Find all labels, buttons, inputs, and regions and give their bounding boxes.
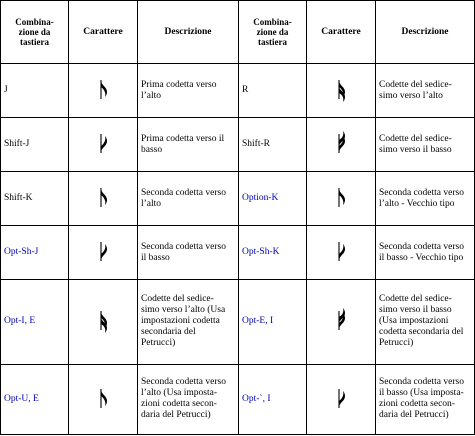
description-line: Seconda codetta verso: [379, 377, 464, 388]
table-row: [1, 364, 475, 434]
description-line: il basso (Usa imposta-: [379, 388, 464, 399]
description-line: (Usa impostazioni: [379, 316, 449, 327]
key-combination: J: [1, 64, 69, 118]
key-combination: Option-K: [239, 172, 307, 226]
description-line: zioni codetta secon-: [141, 399, 217, 410]
header-desc-left: Descrizione: [138, 1, 239, 64]
key-combination: Opt-I, E: [1, 280, 69, 365]
description-line: daria del Petrucci): [379, 410, 449, 421]
table-row: [1, 118, 475, 172]
description: [138, 280, 239, 365]
description: [138, 118, 239, 172]
description-line: Codette del sedice-: [379, 294, 452, 305]
description-line: Prima codetta verso il: [141, 133, 225, 144]
table-row: [1, 172, 475, 226]
description: [376, 118, 475, 172]
description-line: simo verso il basso: [379, 144, 452, 155]
key-combination: Opt-Sh-K: [239, 226, 307, 280]
table-row: [1, 280, 475, 365]
header-desc-right: Descrizione: [376, 1, 475, 64]
header-combo-left: Combina- zione da tastiera: [1, 1, 69, 64]
description-line: l’alto (Usa imposta-: [141, 388, 217, 399]
description-line: codetta secondaria del: [379, 327, 464, 338]
description-line: zioni codetta secon-: [379, 399, 455, 410]
flag-glyph-icon: [307, 280, 376, 365]
description-line: Petrucci): [141, 338, 176, 349]
description: [376, 64, 475, 118]
description-line: Seconda codetta verso: [379, 241, 464, 252]
key-combination: Opt-E, I: [239, 280, 307, 365]
description-line: secondaria del: [141, 327, 196, 338]
description-line: Codette del sedice-: [141, 294, 214, 305]
flag-glyph-icon: [307, 118, 376, 172]
description-line: Codette del sedice-: [379, 133, 452, 144]
flag-glyph-icon: [307, 64, 376, 118]
description-line: impostazioni codetta: [141, 316, 220, 327]
flag-glyph-icon: [69, 226, 138, 280]
description-line: simo verso l’alto: [379, 90, 443, 101]
description-line: l’alto: [141, 198, 162, 209]
flag-glyph-icon: [69, 364, 138, 434]
description-line: l’alto: [141, 90, 162, 101]
description: [138, 226, 239, 280]
key-combination: Opt-`, I: [239, 364, 307, 434]
key-combination: Opt-Sh-J: [1, 226, 69, 280]
header-char-right: Carattere: [307, 1, 376, 64]
key-combination: Shift-R: [239, 118, 307, 172]
description: [376, 364, 475, 434]
key-combination: Opt-U, E: [1, 364, 69, 434]
description-line: Petrucci): [379, 338, 414, 349]
table-row: [1, 226, 475, 280]
description-line: l’alto - Vecchio tipo: [379, 198, 455, 209]
description: [138, 172, 239, 226]
description-line: Seconda codetta verso: [141, 377, 226, 388]
description-line: Prima codetta verso: [141, 79, 217, 90]
description-line: Codette del sedice-: [379, 79, 452, 90]
flag-glyph-icon: [69, 64, 138, 118]
key-combination: Shift-K: [1, 172, 69, 226]
key-combination: R: [239, 64, 307, 118]
flag-glyph-icon: [69, 118, 138, 172]
description-line: Seconda codetta verso: [141, 187, 226, 198]
description-line: basso: [141, 144, 163, 155]
description: [138, 64, 239, 118]
header-combo-right: Combina- zione da tastiera: [239, 1, 307, 64]
description-line: simo verso l’alto (Usa: [141, 305, 226, 316]
flag-glyph-icon: [69, 280, 138, 365]
flag-glyph-icon: [307, 226, 376, 280]
description-line: Seconda codetta verso: [379, 187, 464, 198]
description: [376, 280, 475, 365]
description-line: simo verso il basso: [379, 305, 452, 316]
header-row: [1, 1, 475, 64]
description: [376, 226, 475, 280]
key-combination: Shift-J: [1, 118, 69, 172]
description-line: Seconda codetta verso: [141, 241, 226, 252]
flag-glyph-icon: [307, 172, 376, 226]
flag-glyph-icon: [307, 364, 376, 434]
description-line: daria del Petrucci): [141, 410, 211, 421]
description: [376, 172, 475, 226]
header-char-left: Carattere: [69, 1, 138, 64]
flag-glyph-icon: [69, 172, 138, 226]
table-row: [1, 64, 475, 118]
description-line: il basso: [141, 252, 170, 263]
description-line: il basso - Vecchio tipo: [379, 252, 464, 263]
description: [138, 364, 239, 434]
